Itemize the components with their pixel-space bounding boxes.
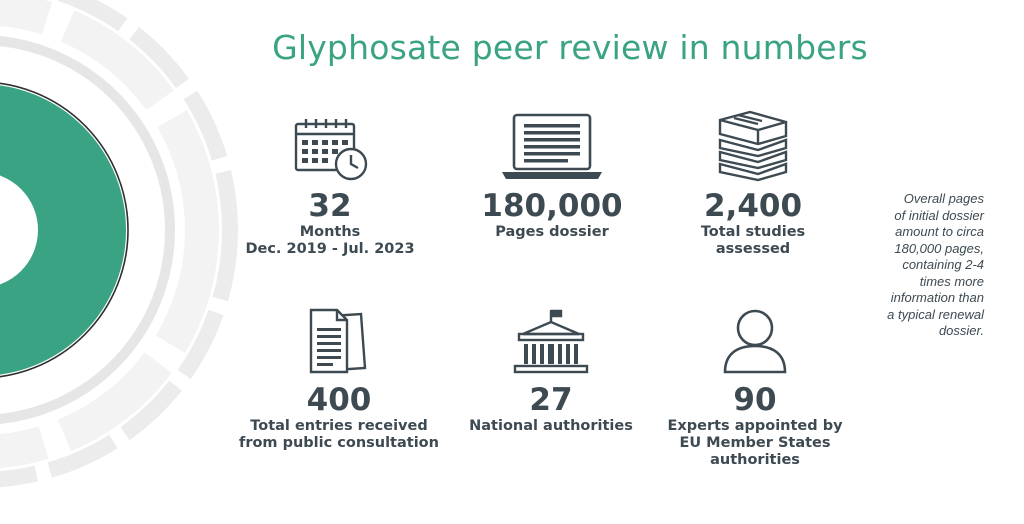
decorative-ring-graphic — [0, 0, 240, 524]
note-line: information than — [890, 290, 984, 305]
stat-label-line: National authorities — [469, 418, 633, 434]
stat-label-line: Dec. 2019 - Jul. 2023 — [245, 241, 415, 257]
page-title: Glyphosate peer review in numbers — [272, 28, 868, 67]
note-line: containing 2-4 — [902, 257, 984, 272]
stat-label-line: Months — [299, 224, 361, 240]
stat-label-line: authorities — [710, 452, 800, 468]
person-icon — [715, 306, 795, 376]
calendar-clock-icon — [288, 116, 372, 182]
stat-months — [205, 116, 455, 258]
stat-label-line: Total studies — [700, 224, 806, 240]
note-line: dossier. — [938, 323, 984, 338]
note-line: a typical renewal — [887, 306, 984, 322]
note-line: times more — [919, 273, 984, 289]
government-building-icon — [511, 308, 591, 376]
stat-total-studies — [628, 108, 878, 258]
documents-icon — [301, 306, 377, 376]
laptop-icon — [500, 112, 604, 182]
note-line: amount to circa — [895, 224, 984, 239]
stat-value: 2,400 — [703, 188, 803, 224]
stat-label-line: Total entries received — [250, 418, 428, 434]
stat-value: 180,000 — [481, 188, 623, 224]
note-line: 180,000 pages, — [894, 240, 984, 256]
stat-label-line: Experts appointed by — [667, 418, 843, 434]
stat-label-line: from public consultation — [239, 435, 439, 451]
note-line: of initial dossier — [894, 207, 984, 223]
stat-label-line: EU Member States — [679, 435, 831, 451]
side-note — [858, 191, 984, 340]
stat-value: 32 — [308, 188, 352, 224]
note-line: Overall pages — [903, 191, 984, 206]
stat-experts — [630, 306, 880, 469]
stat-value: 27 — [529, 382, 573, 418]
stat-value: 90 — [733, 382, 777, 418]
stat-label-line: assessed — [715, 241, 791, 257]
stat-value: 400 — [306, 382, 372, 418]
stat-label-line: Pages dossier — [495, 224, 609, 240]
books-stack-icon — [708, 108, 798, 182]
